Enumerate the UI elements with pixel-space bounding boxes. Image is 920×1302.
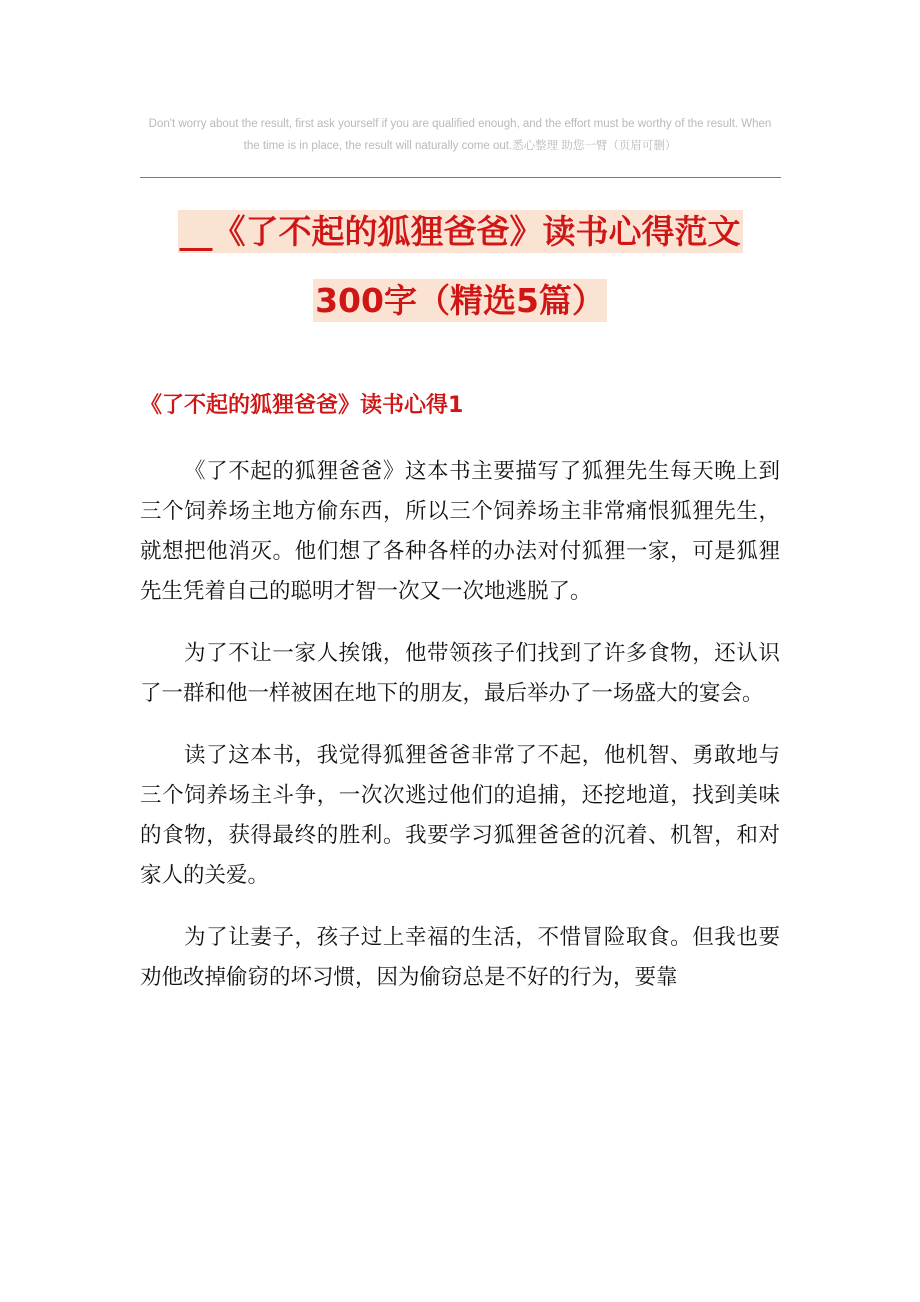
paragraph: 为了不让一家人挨饿，他带领孩子们找到了许多食物，还认识了一群和他一样被困在地下的朋友，最后举办了一场盛大的宴会。 xyxy=(140,641,780,706)
title-line-1-text: __《了不起的狐狸爸爸》读书心得范文 xyxy=(179,212,741,251)
paragraph: 读了这本书，我觉得狐狸爸爸非常了不起，他机智、勇敢地与三个饲养场主斗争，一次次逃过他们的追捕，还挖地道，找到美味的食物，获得最终的胜利。我要学习狐狸爸爸的沉着、机智，和对家人的关爱。 xyxy=(140,743,780,888)
section-heading: 《了不起的狐狸爸爸》读书心得1 xyxy=(140,393,464,418)
body-text xyxy=(140,452,780,1020)
document-title-line-2 xyxy=(0,279,920,323)
paragraph: 为了让妻子，孩子过上幸福的生活，不惜冒险取食。但我也要劝他改掉偷窃的坏习惯，因为偷窃总是不好的行为，要靠 xyxy=(140,925,780,990)
title-line-2-text: 300字（精选5篇） xyxy=(315,281,605,320)
paragraph: 《了不起的狐狸爸爸》这本书主要描写了狐狸先生每天晚上到三个饲养场主地方偷东西，所以三个饲养场主非常痛恨狐狸先生，就想把他消灭。他们想了各种各样的办法对付狐狸一家，可是狐狸先生凭着自己的聪明才智一次又一次地逃脱了。 xyxy=(140,459,780,604)
header-note: Don't worry about the result, first ask yourself if you are qualified enough, and the effort must be worthy of the result. When the time is in place, the result will naturally come out.悉心整理 助您一臂（页眉可删） xyxy=(148,118,772,152)
document-title-line-1 xyxy=(0,210,920,254)
header-divider xyxy=(140,177,781,178)
